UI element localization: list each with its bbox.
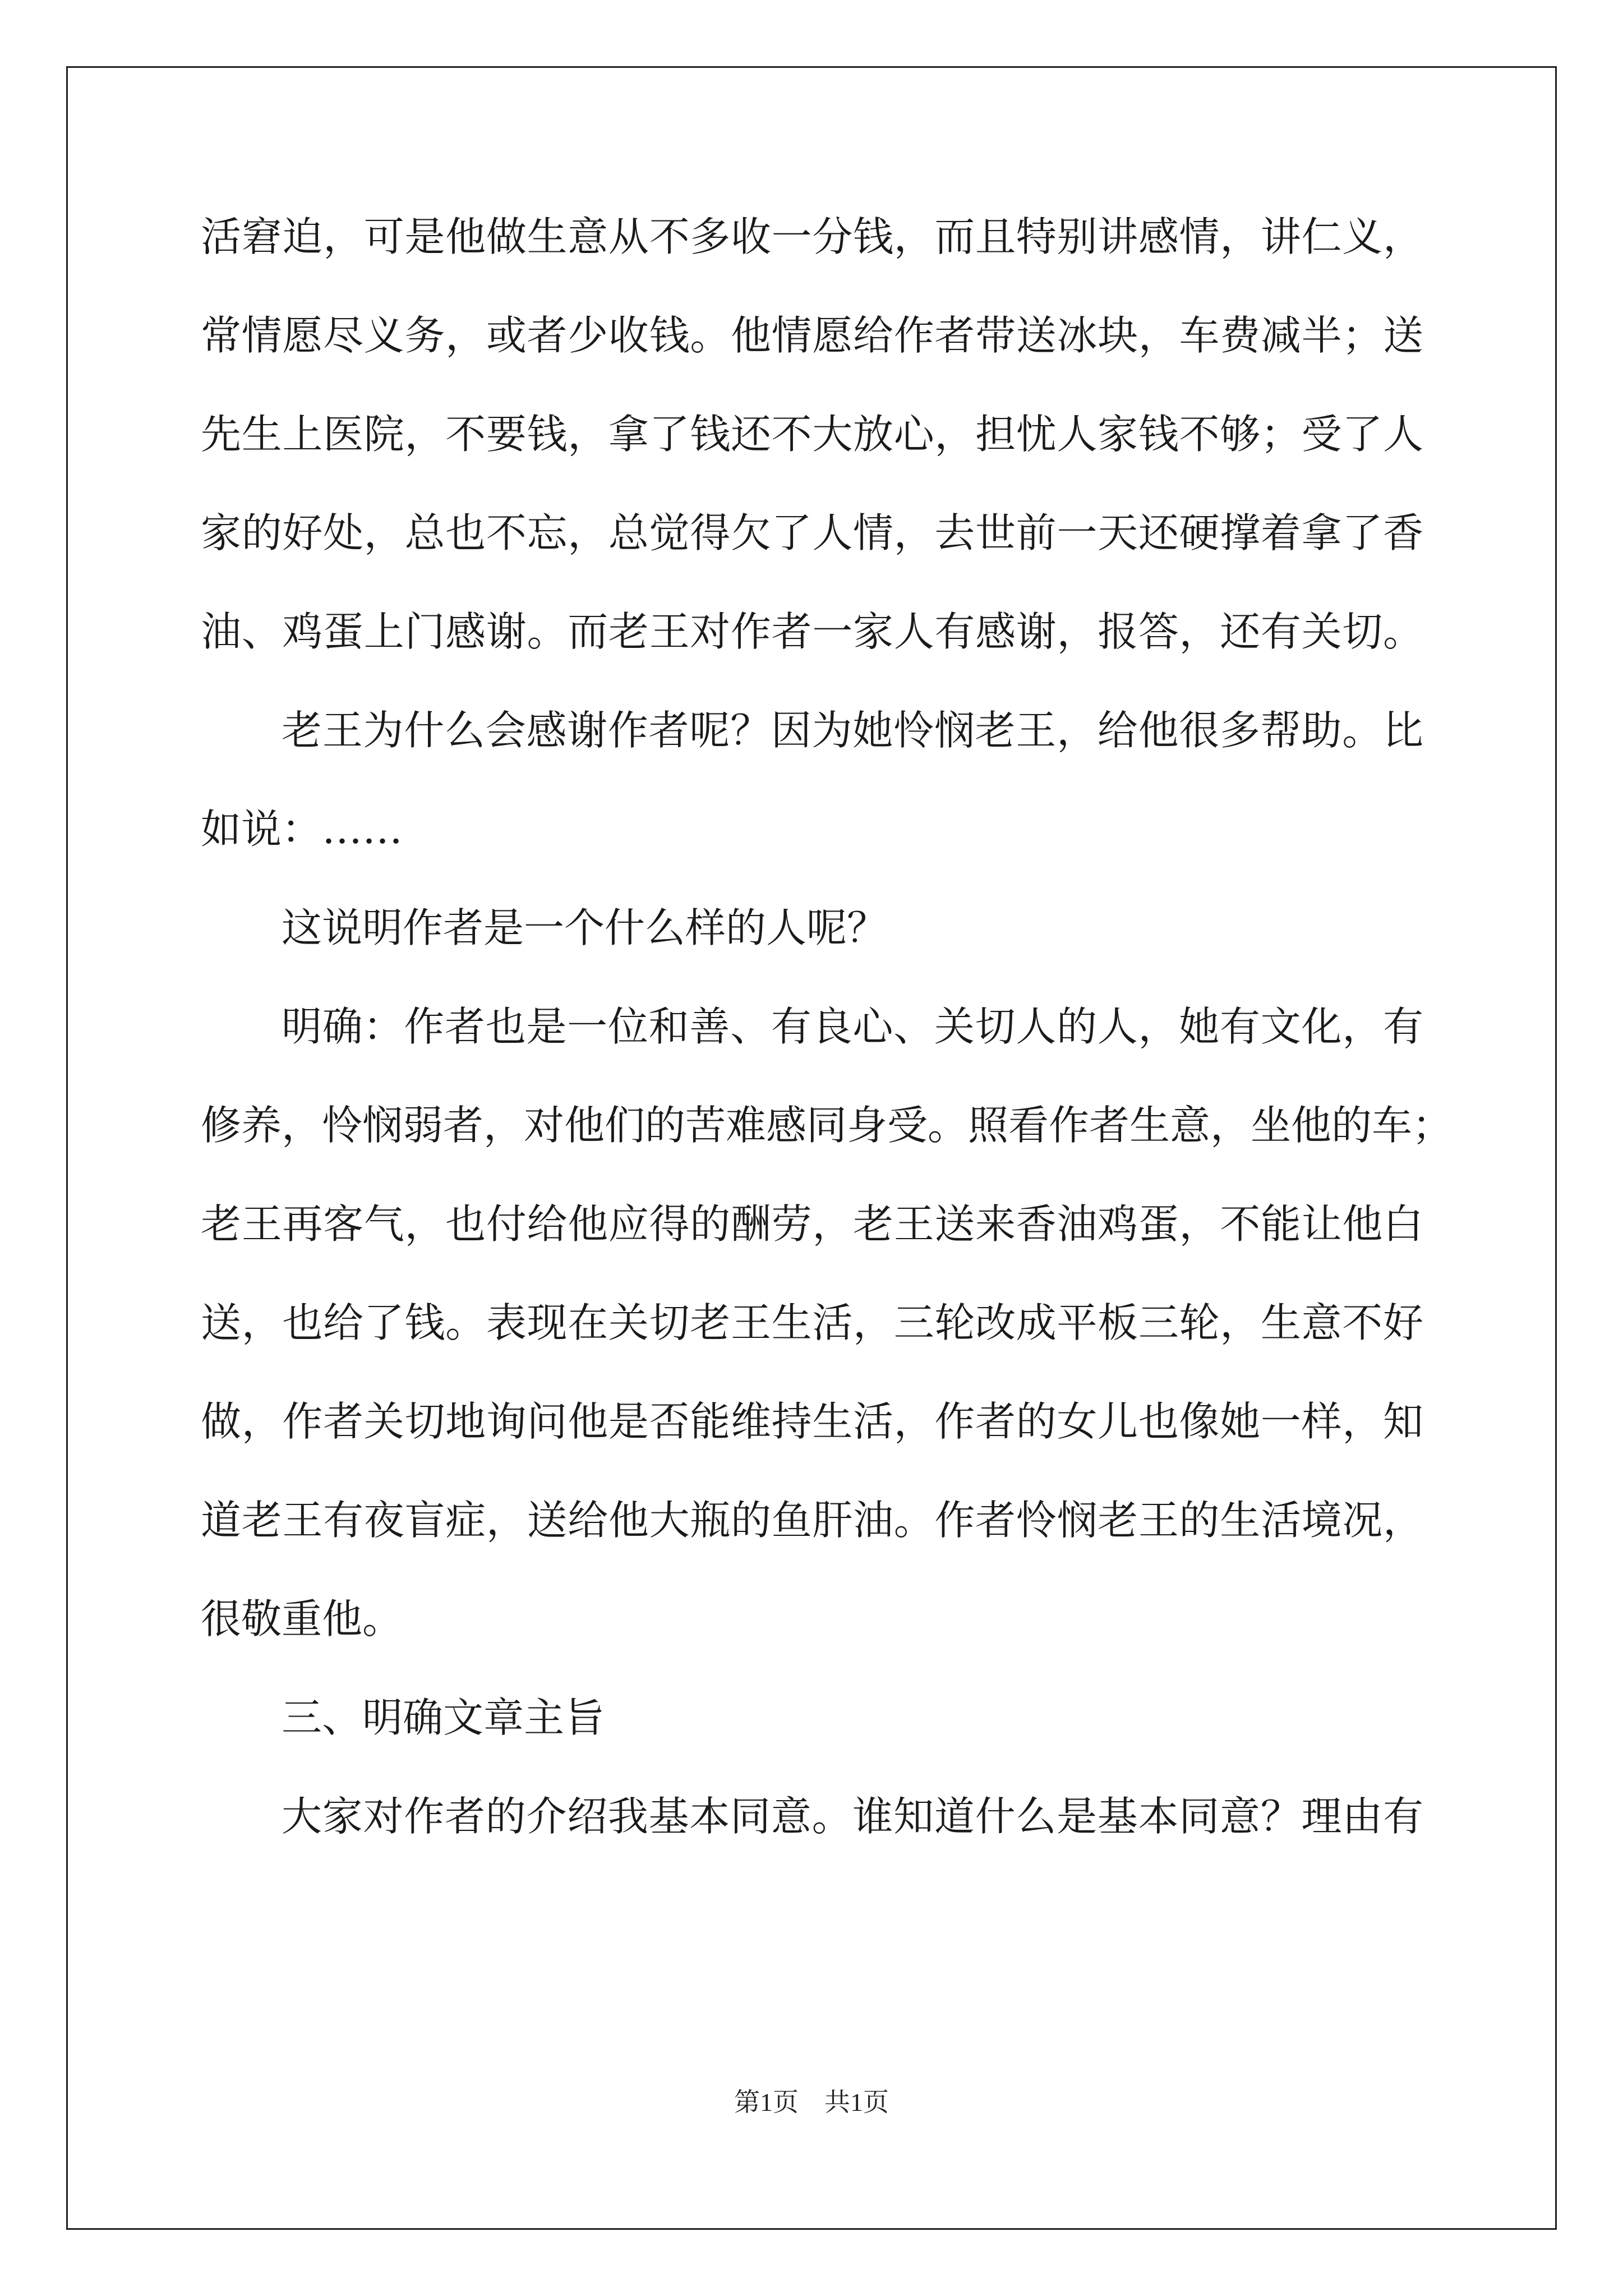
text-line: 家的好处，总也不忘，总觉得欠了人情，去世前一天还硬撑着拿了香 [201,509,1423,556]
text-line: 先生上医院，不要钱，拿了钱还不大放心，担忧人家钱不够；受了人 [201,411,1423,458]
text-line: 道老王有夜盲症，送给他大瓶的鱼肝油。作者怜悯老王的生活境况， [201,1497,1423,1544]
text-line: 明确：作者也是一位和善、有良心、关切人的人，她有文化，有 [282,1003,1423,1050]
text-line: 油、鸡蛋上门感谢。而老王对作者一家人有感谢，报答，还有关切。 [201,608,1423,655]
text-line: 这说明作者是一个什么样的人呢？ [282,904,888,951]
text-line: 大家对作者的介绍我基本同意。谁知道什么是基本同意？理由有 [282,1793,1423,1840]
text-line: 如说：…… [201,806,403,853]
text-line: 修养，怜悯弱者，对他们的苦难感同身受。照看作者生意，坐他的车； [201,1102,1453,1149]
text-line: 常情愿尽义务，或者少收钱。他情愿给作者带送冰块，车费减半；送 [201,312,1423,359]
text-line: 活窘迫，可是他做生意从不多收一分钱，而且特别讲感情，讲仁义， [201,213,1423,260]
text-line: 送，也给了钱。表现在关切老王生活，三轮改成平板三轮，生意不好 [201,1299,1423,1346]
section-heading: 三、明确文章主旨 [282,1694,605,1741]
text-line: 很敬重他。 [201,1595,403,1642]
text-line: 老王再客气，也付给他应得的酬劳，老王送来香油鸡蛋，不能让他白 [201,1200,1423,1248]
text-line: 老王为什么会感谢作者呢？因为她怜悯老王，给他很多帮助。比 [282,707,1423,754]
page-number-footer: 第1页 共1页 [734,2088,889,2116]
text-line: 做，作者关切地询问他是否能维持生活，作者的女儿也像她一样，知 [201,1398,1423,1445]
